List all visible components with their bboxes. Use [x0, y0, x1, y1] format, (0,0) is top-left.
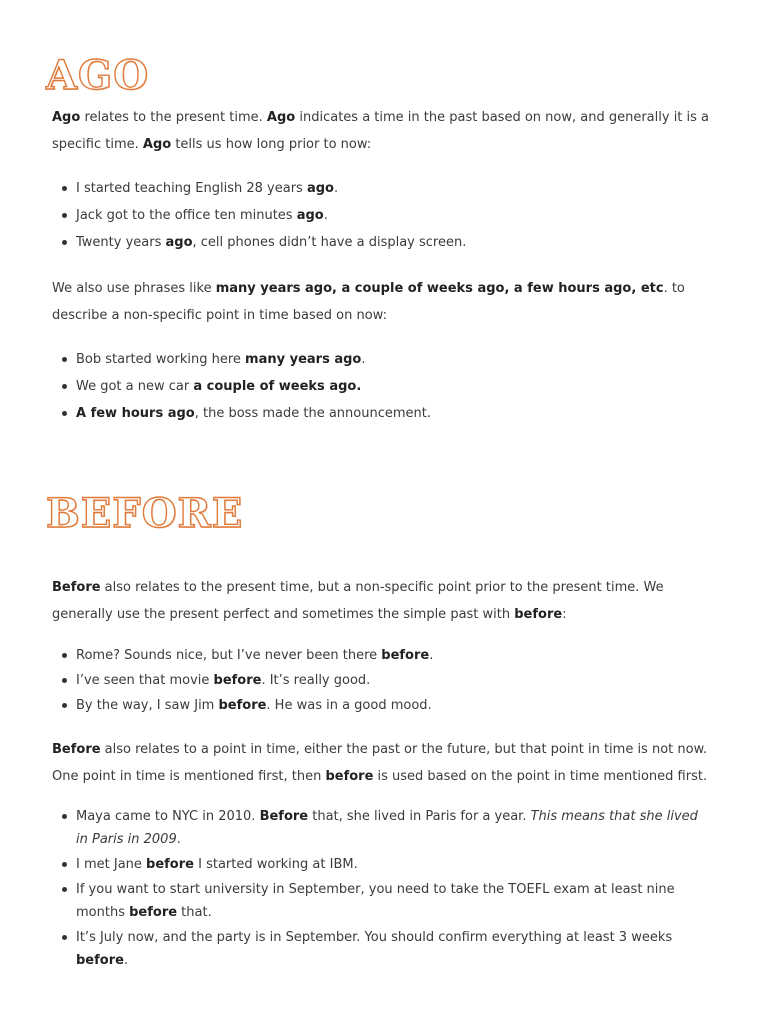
item-bold: before — [76, 953, 124, 968]
item-text: I started working at IBM. — [193, 857, 358, 872]
para-bold: many years ago, a couple of weeks ago, a few hours ago, etc — [215, 281, 664, 296]
item-text: . — [429, 648, 434, 663]
ago-term: Ago — [52, 110, 81, 125]
item-text: I met Jane — [76, 857, 147, 872]
list-item — [60, 853, 710, 876]
para-text: . to describe a non-specific point in time based on now: — [52, 281, 685, 323]
list-item — [60, 400, 710, 427]
ago-heading: AGO — [46, 52, 150, 99]
item-bold: ago — [165, 235, 193, 250]
list-item — [60, 926, 710, 972]
item-text: We got a new car — [76, 379, 194, 394]
before-intro — [52, 574, 722, 628]
item-text: . It’s really good. — [261, 673, 371, 688]
item-text: . — [123, 953, 129, 968]
item-text: , cell phones didn’t have a display screen. — [192, 235, 467, 250]
list-item — [60, 693, 710, 718]
item-text: . — [323, 208, 328, 223]
item-text: Rome? Sounds nice, but I’ve never been there — [76, 648, 382, 663]
item-text: . — [361, 352, 366, 367]
ago-phrases-paragraph — [52, 275, 722, 329]
ago-term: Ago — [142, 137, 172, 152]
before-term: before — [514, 607, 563, 622]
para-text: We also use phrases like — [52, 281, 216, 296]
item-text: It’s July now, and the party is in September. You should confirm everything at least 3 weeks — [76, 930, 673, 945]
para-text: also relates to a point in time, either the past or the future, but that point in time is not now. One point in time is mentioned first, then — [52, 742, 708, 784]
before-term: before — [325, 769, 374, 784]
before-term: Before — [52, 742, 101, 757]
list-item — [60, 643, 710, 668]
item-bold: A few hours ago — [76, 406, 195, 421]
ago-intro — [52, 104, 722, 158]
item-bold: a couple of weeks ago. — [193, 379, 362, 394]
ago-intro-text: tells us how long prior to now: — [171, 137, 372, 152]
item-bold: before — [146, 857, 194, 872]
item-text: . — [333, 181, 339, 196]
item-bold: ago — [306, 181, 334, 196]
item-text: , the boss made the announcement. — [194, 406, 431, 421]
item-text: Maya came to NYC in 2010. — [76, 809, 260, 824]
item-text: that. — [177, 905, 212, 920]
para-text: : — [562, 607, 567, 622]
item-text: that, she lived in Paris for a year. — [308, 809, 531, 824]
item-text: I’ve seen that movie — [76, 673, 214, 688]
item-bold: Before — [259, 809, 309, 824]
item-bold: many years ago — [245, 352, 362, 367]
item-text: . He was in a good mood. — [266, 698, 432, 713]
list-item — [60, 878, 710, 924]
ago-intro-text: relates to the present time. — [80, 110, 267, 125]
list-item — [60, 668, 710, 693]
para-text: is used based on the point in time mentioned first. — [373, 769, 708, 784]
item-bold: before — [381, 648, 430, 663]
list-item — [60, 229, 710, 256]
list-item — [60, 805, 710, 851]
item-text: I started teaching English 28 years — [76, 181, 307, 196]
item-bold: ago — [296, 208, 324, 223]
before-point-examples-list — [60, 805, 710, 974]
item-text: Jack got to the office ten minutes — [76, 208, 297, 223]
list-item — [60, 346, 710, 373]
ago-term: Ago — [266, 110, 296, 125]
list-item — [60, 202, 710, 229]
before-term: Before — [52, 580, 101, 595]
before-point-paragraph — [52, 736, 722, 790]
ago-intro-text: indicates a time in the past based on now, and generally it is a specific time. — [52, 110, 710, 152]
item-bold: before — [213, 673, 262, 688]
before-examples-list — [60, 643, 710, 718]
item-text: Twenty years — [76, 235, 166, 250]
item-text: . — [176, 832, 181, 847]
item-italic: This means that she lived in Paris in 2009 — [76, 809, 698, 847]
para-text: also relates to the present time, but a non-specific point prior to the present time. We generally use the present perfect and sometimes the simple past with — [52, 580, 664, 622]
ago-phrase-examples-list — [60, 346, 710, 427]
list-item — [60, 175, 710, 202]
ago-examples-list — [60, 175, 710, 256]
item-text: If you want to start university in September, you need to take the TOEFL exam at least nine months — [76, 882, 675, 920]
before-heading: BEFORE — [46, 490, 244, 537]
item-text: By the way, I saw Jim — [76, 698, 219, 713]
item-bold: before — [129, 905, 178, 920]
item-bold: before — [218, 698, 267, 713]
item-text: Bob started working here — [76, 352, 246, 367]
list-item — [60, 373, 710, 400]
